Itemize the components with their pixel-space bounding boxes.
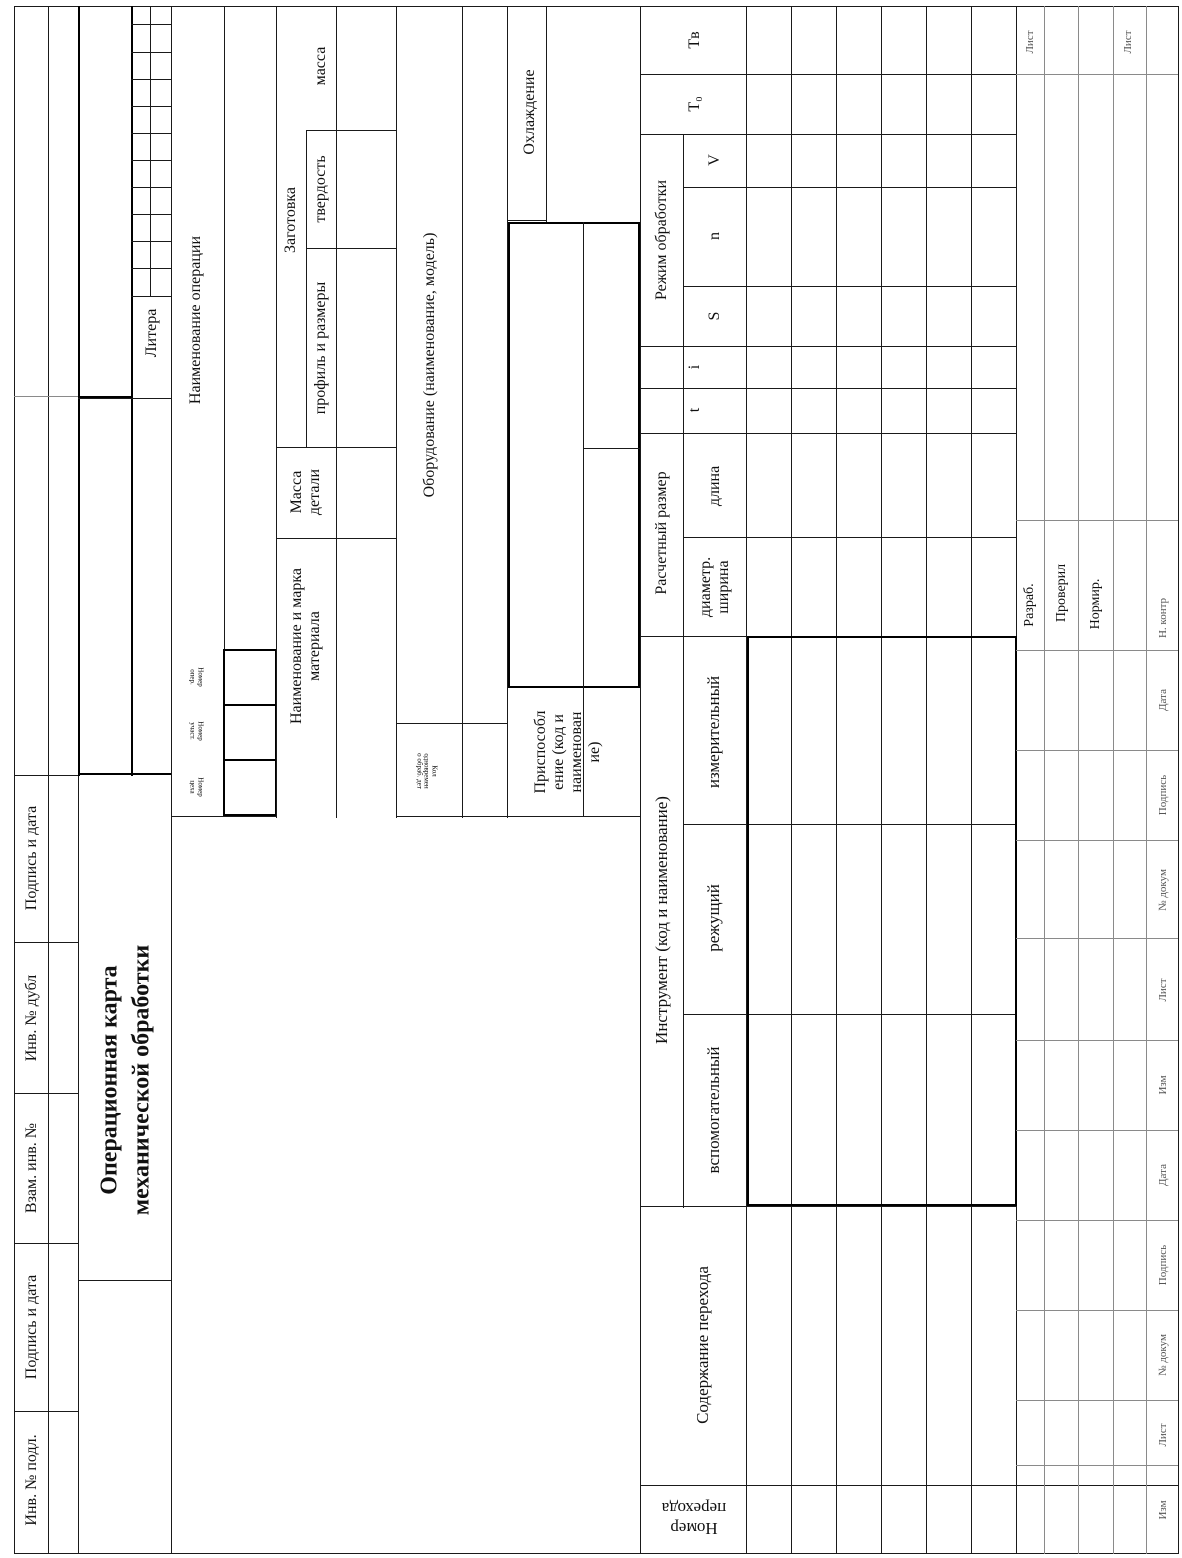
stamp-col-line <box>48 775 49 1554</box>
tb-line <box>1078 6 1079 1554</box>
V-label: V <box>706 154 723 166</box>
col-line <box>747 74 1016 75</box>
stamp-inv-no-podl: Инв. № подл. <box>23 1434 40 1526</box>
stamp-podpis-data-2: Подпись и дата <box>23 805 40 911</box>
prisposoblenie-label: Приспособл ение (код и наименован ие) <box>532 710 603 794</box>
nomer-operacii-box <box>223 649 277 706</box>
massa-detali-label: Масса детали <box>288 468 323 516</box>
litera-label: Литера <box>143 308 160 358</box>
list-1-label: Лист <box>1024 30 1036 54</box>
litera-col <box>171 6 172 1554</box>
tb-line <box>1146 6 1147 1554</box>
stamp-divider <box>14 1093 78 1094</box>
hdr-line <box>683 134 684 1208</box>
rezhushchiy-label: режущий <box>704 884 723 952</box>
frame-right <box>1178 6 1179 1554</box>
col-line <box>747 1485 1016 1486</box>
tb-h <box>1016 1310 1178 1311</box>
stamp-podpis-data-1: Подпись и дата <box>23 1274 40 1380</box>
vspomogatelny-label: вспомогательный <box>704 1046 723 1174</box>
proveril-label: Проверил <box>1054 563 1069 623</box>
ohl-h <box>507 220 547 221</box>
hdr-h <box>641 388 747 389</box>
nomer-perehoda-label: Номер перехода <box>661 1499 727 1538</box>
i-label: i <box>686 364 703 370</box>
tb-bottom-label: Дата <box>1157 689 1169 711</box>
opname-divider <box>224 6 225 650</box>
prispos-right <box>640 6 641 1554</box>
S-label: S <box>706 311 723 321</box>
litera-cell <box>131 296 171 297</box>
col-line <box>747 537 1016 538</box>
tb-h <box>1016 1465 1178 1466</box>
page-title: Операционная карта механической обработки <box>96 944 155 1216</box>
prisposoblenie-box <box>508 222 640 688</box>
zagotovka-div <box>306 130 396 131</box>
stamp-divider <box>14 775 78 776</box>
tb-bottom-label: № докум <box>1157 869 1169 911</box>
tb-bottom-label: Подпись <box>1157 774 1169 816</box>
col-line <box>747 1206 1016 1207</box>
frame-bottom <box>14 1553 1179 1554</box>
litera-box-right <box>131 6 133 776</box>
litera-box-bottom <box>78 773 171 775</box>
material-hline <box>276 538 396 539</box>
tb-h <box>1016 840 1178 841</box>
tb-h <box>1016 520 1178 521</box>
instrument-label: Инструмент (код и наименование) <box>652 796 671 1044</box>
n-kontr-label: Н. контр <box>1157 597 1169 639</box>
tb-line <box>1044 6 1045 1554</box>
prispos-bottom <box>507 816 641 817</box>
hdr-h <box>641 636 747 637</box>
massa-hline <box>276 447 396 448</box>
litera-cell-v <box>150 6 151 296</box>
soderzhanie-label: Содержание перехода <box>693 1266 712 1424</box>
litera-cell <box>131 79 171 80</box>
diametr-label: диаметр. ширина <box>697 556 732 618</box>
dlina-label: длина <box>706 465 723 507</box>
tb-line <box>1113 6 1114 1554</box>
tb-h <box>1016 938 1178 939</box>
litera-cell <box>131 187 171 188</box>
razrab-label: Разраб. <box>1022 583 1037 627</box>
stamp-vzam-inv-no: Взам. инв. № <box>23 1122 40 1214</box>
col-line <box>747 187 1016 188</box>
tb-bottom-label: Лист <box>1157 978 1169 1002</box>
hdr-h <box>683 537 747 538</box>
material-label: Наименование и марка материала <box>288 568 323 724</box>
tb-bottom-label: № докум <box>1157 1334 1169 1376</box>
frame-top <box>14 6 1179 7</box>
hdr-h <box>683 824 747 825</box>
profil-label: профиль и размеры <box>312 281 329 415</box>
tb-h <box>1016 1040 1178 1041</box>
tb-h <box>1016 650 1178 651</box>
nomer-uchastka-label: Номер участ. <box>189 721 205 741</box>
tb-bottom-label: Дата <box>1157 1164 1169 1186</box>
hdr-h <box>683 1014 747 1015</box>
litera-cell <box>131 160 171 161</box>
hdr-h <box>683 187 747 188</box>
tverdost-label: твердость <box>312 155 329 223</box>
litera-cell <box>131 24 171 25</box>
T0-label: T₀ <box>686 96 703 112</box>
col-line <box>747 388 1016 389</box>
nomer-ceha-label: Номер цеха <box>189 777 205 797</box>
tb-h <box>1016 1220 1178 1221</box>
izmeritelny-label: измерительный <box>704 675 723 789</box>
tb-bottom-label: Изм <box>1157 1075 1169 1095</box>
num-boxes-bottom <box>171 816 276 817</box>
instrument-box <box>747 636 1017 1206</box>
stamp-divider <box>14 1243 78 1244</box>
stamp-col-line-2 <box>78 775 79 1554</box>
n-label: n <box>706 232 723 240</box>
kol-label: Кол одновремен о обраб. дет <box>415 753 439 789</box>
litera-cell <box>131 214 171 215</box>
tb-h <box>1016 750 1178 751</box>
normir-label: Нормир. <box>1088 578 1103 630</box>
stamp-divider <box>14 942 78 943</box>
nomer-ceha-box <box>223 759 277 816</box>
raschetny-label: Расчетный размер <box>653 471 670 595</box>
litera-box-top <box>78 398 171 399</box>
hdr-h <box>641 134 747 135</box>
hdr-h <box>641 346 747 347</box>
list-2-label: Лист <box>1122 30 1134 54</box>
col-line <box>747 433 1016 434</box>
massa-label: масса <box>312 46 329 86</box>
tb-bottom-label: Изм <box>1157 1500 1169 1520</box>
tb-h <box>1016 74 1178 75</box>
operation-name-label: Наименование операции <box>187 235 204 405</box>
litera-cell <box>131 268 171 269</box>
top-left-divider <box>48 6 49 776</box>
material-mid <box>336 6 337 818</box>
title-divider <box>78 1280 172 1281</box>
litera-cell <box>131 241 171 242</box>
hdr-h <box>683 286 747 287</box>
litera-cell <box>131 106 171 107</box>
material-right <box>396 6 397 818</box>
frame-left <box>14 6 15 1554</box>
nomer-uchastka-box <box>223 704 277 761</box>
litera-cell <box>131 52 171 53</box>
tb-h <box>1016 1400 1178 1401</box>
stamp-inv-no-dubl: Инв. № дубл <box>23 974 40 1062</box>
oborud-bottom <box>396 816 507 817</box>
nomer-operacii-label: Номер опер. <box>189 667 205 687</box>
tb-bottom-label: Лист <box>1157 1423 1169 1447</box>
hdr-h <box>641 1206 747 1207</box>
hdr-h <box>641 433 747 434</box>
zagotovka-sub <box>306 130 307 447</box>
ohlazhdenie-label: Охлаждение <box>521 69 538 155</box>
col-line <box>747 134 1016 135</box>
Tv-label: Tв <box>686 31 703 49</box>
kol-top <box>396 723 507 724</box>
t-label: t <box>686 407 703 413</box>
rezhim-label: Режим обработки <box>653 179 670 301</box>
material-left <box>276 6 277 818</box>
col-line <box>747 286 1016 287</box>
stamp-divider <box>14 1411 78 1412</box>
hdr-h <box>641 74 747 75</box>
litera-cell <box>131 133 171 134</box>
oborud-right <box>462 6 463 818</box>
prispos-h <box>583 448 640 449</box>
zagotovka-div <box>306 248 396 249</box>
litera-box-left <box>78 6 80 776</box>
top-left-divider <box>14 396 78 397</box>
tb-bottom-label: Подпись <box>1157 1244 1169 1286</box>
zagotovka-label: Заготовка <box>282 186 299 254</box>
col-line <box>747 346 1016 347</box>
oborudovanie-label: Оборудование (наименование, модель) <box>421 232 438 498</box>
tb-h <box>1016 1130 1178 1131</box>
ohl-v <box>546 6 547 222</box>
